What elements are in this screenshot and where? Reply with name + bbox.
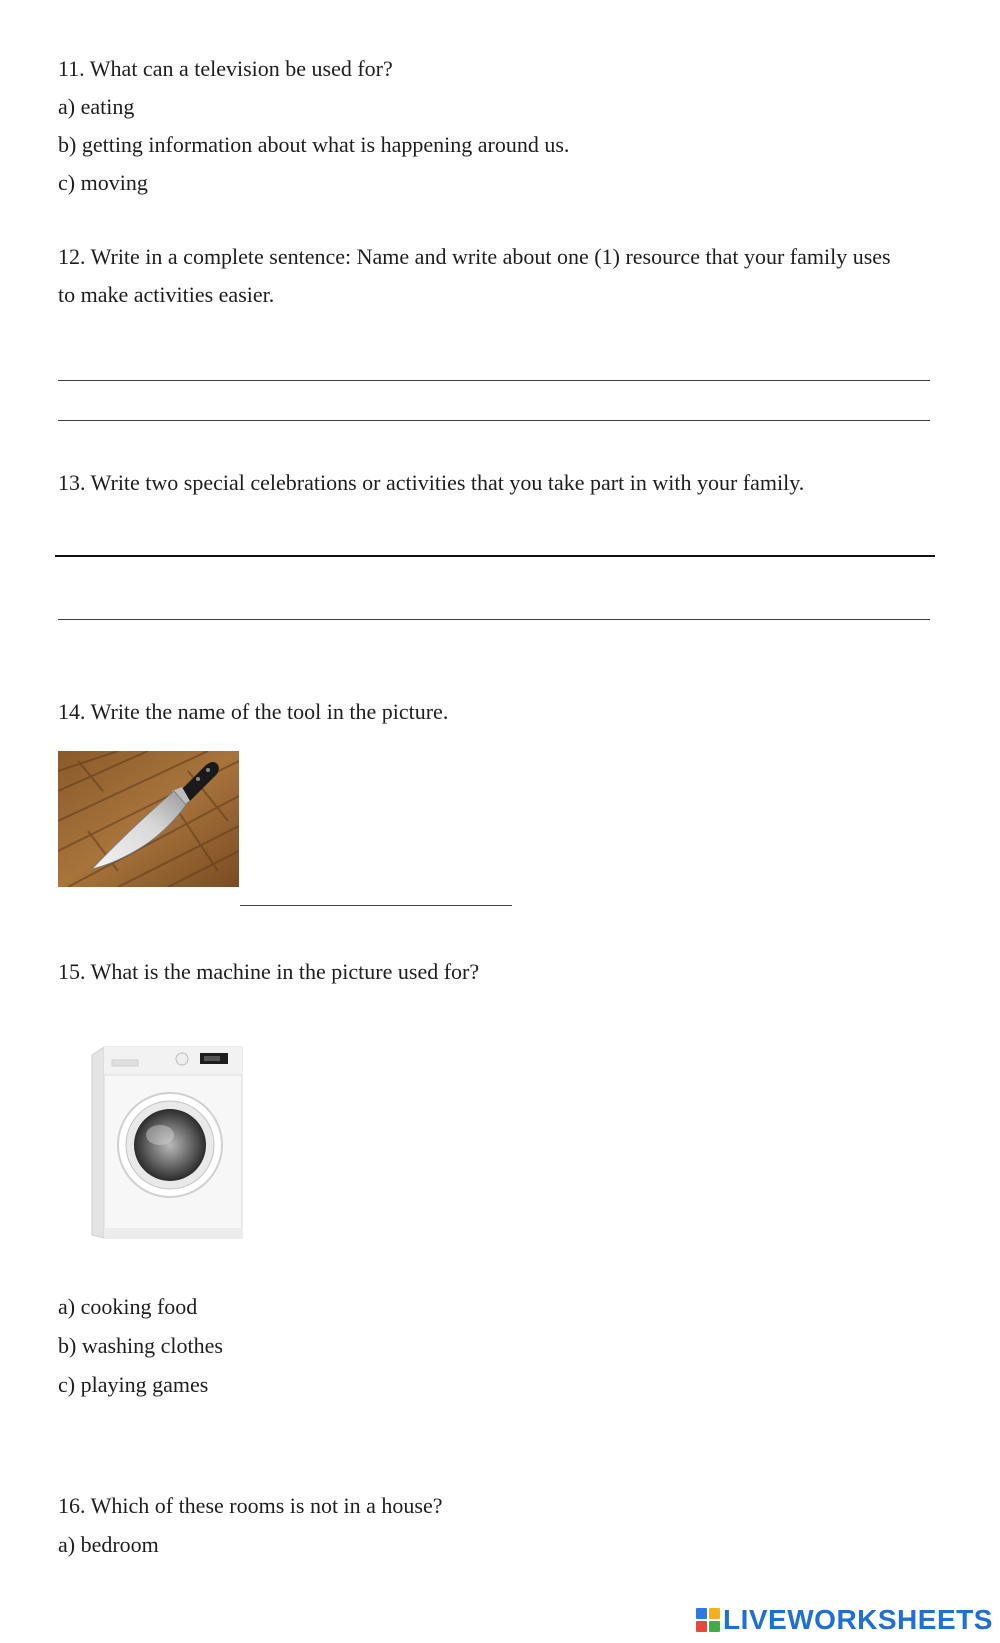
q11-question: 11. What can a television be used for?: [58, 56, 393, 81]
q15-question: 15. What is the machine in the picture used for?: [58, 959, 480, 984]
q16-option-a[interactable]: a) bedroom: [58, 1532, 159, 1557]
q14-question: 14. Write the name of the tool in the picture.: [58, 699, 449, 724]
liveworksheets-logo: [696, 1597, 1000, 1643]
liveworksheets-brand-text: LIVEWORKSHEETS: [723, 1604, 993, 1635]
q15-option-a[interactable]: a) cooking food: [58, 1294, 198, 1319]
q11-option-c[interactable]: c) moving: [58, 170, 148, 195]
knife-picture: [58, 751, 239, 887]
q13-answer-line-2[interactable]: [58, 619, 930, 620]
q12-answer-line-2[interactable]: [58, 420, 930, 421]
q15-option-c[interactable]: c) playing games: [58, 1372, 209, 1397]
q11-option-b[interactable]: b) getting information about what is happening around us.: [58, 132, 570, 157]
washing-machine-picture: [90, 1045, 245, 1242]
q16-question: 16. Which of these rooms is not in a house?: [58, 1493, 443, 1518]
liveworksheets-logo-icon: [696, 1608, 720, 1632]
q12-answer-line-1[interactable]: [58, 380, 930, 381]
q15-option-b[interactable]: b) washing clothes: [58, 1333, 223, 1358]
q12-question-line2: to make activities easier.: [58, 282, 275, 307]
q13-question: 13. Write two special celebrations or activities that you take part in with your family.: [58, 470, 805, 495]
q13-answer-line-1[interactable]: [55, 555, 935, 557]
q11-option-a[interactable]: a) eating: [58, 94, 135, 119]
q12-question-line1: 12. Write in a complete sentence: Name and write about one (1) resource that your family uses: [58, 244, 891, 269]
q14-answer-line[interactable]: [240, 905, 512, 906]
